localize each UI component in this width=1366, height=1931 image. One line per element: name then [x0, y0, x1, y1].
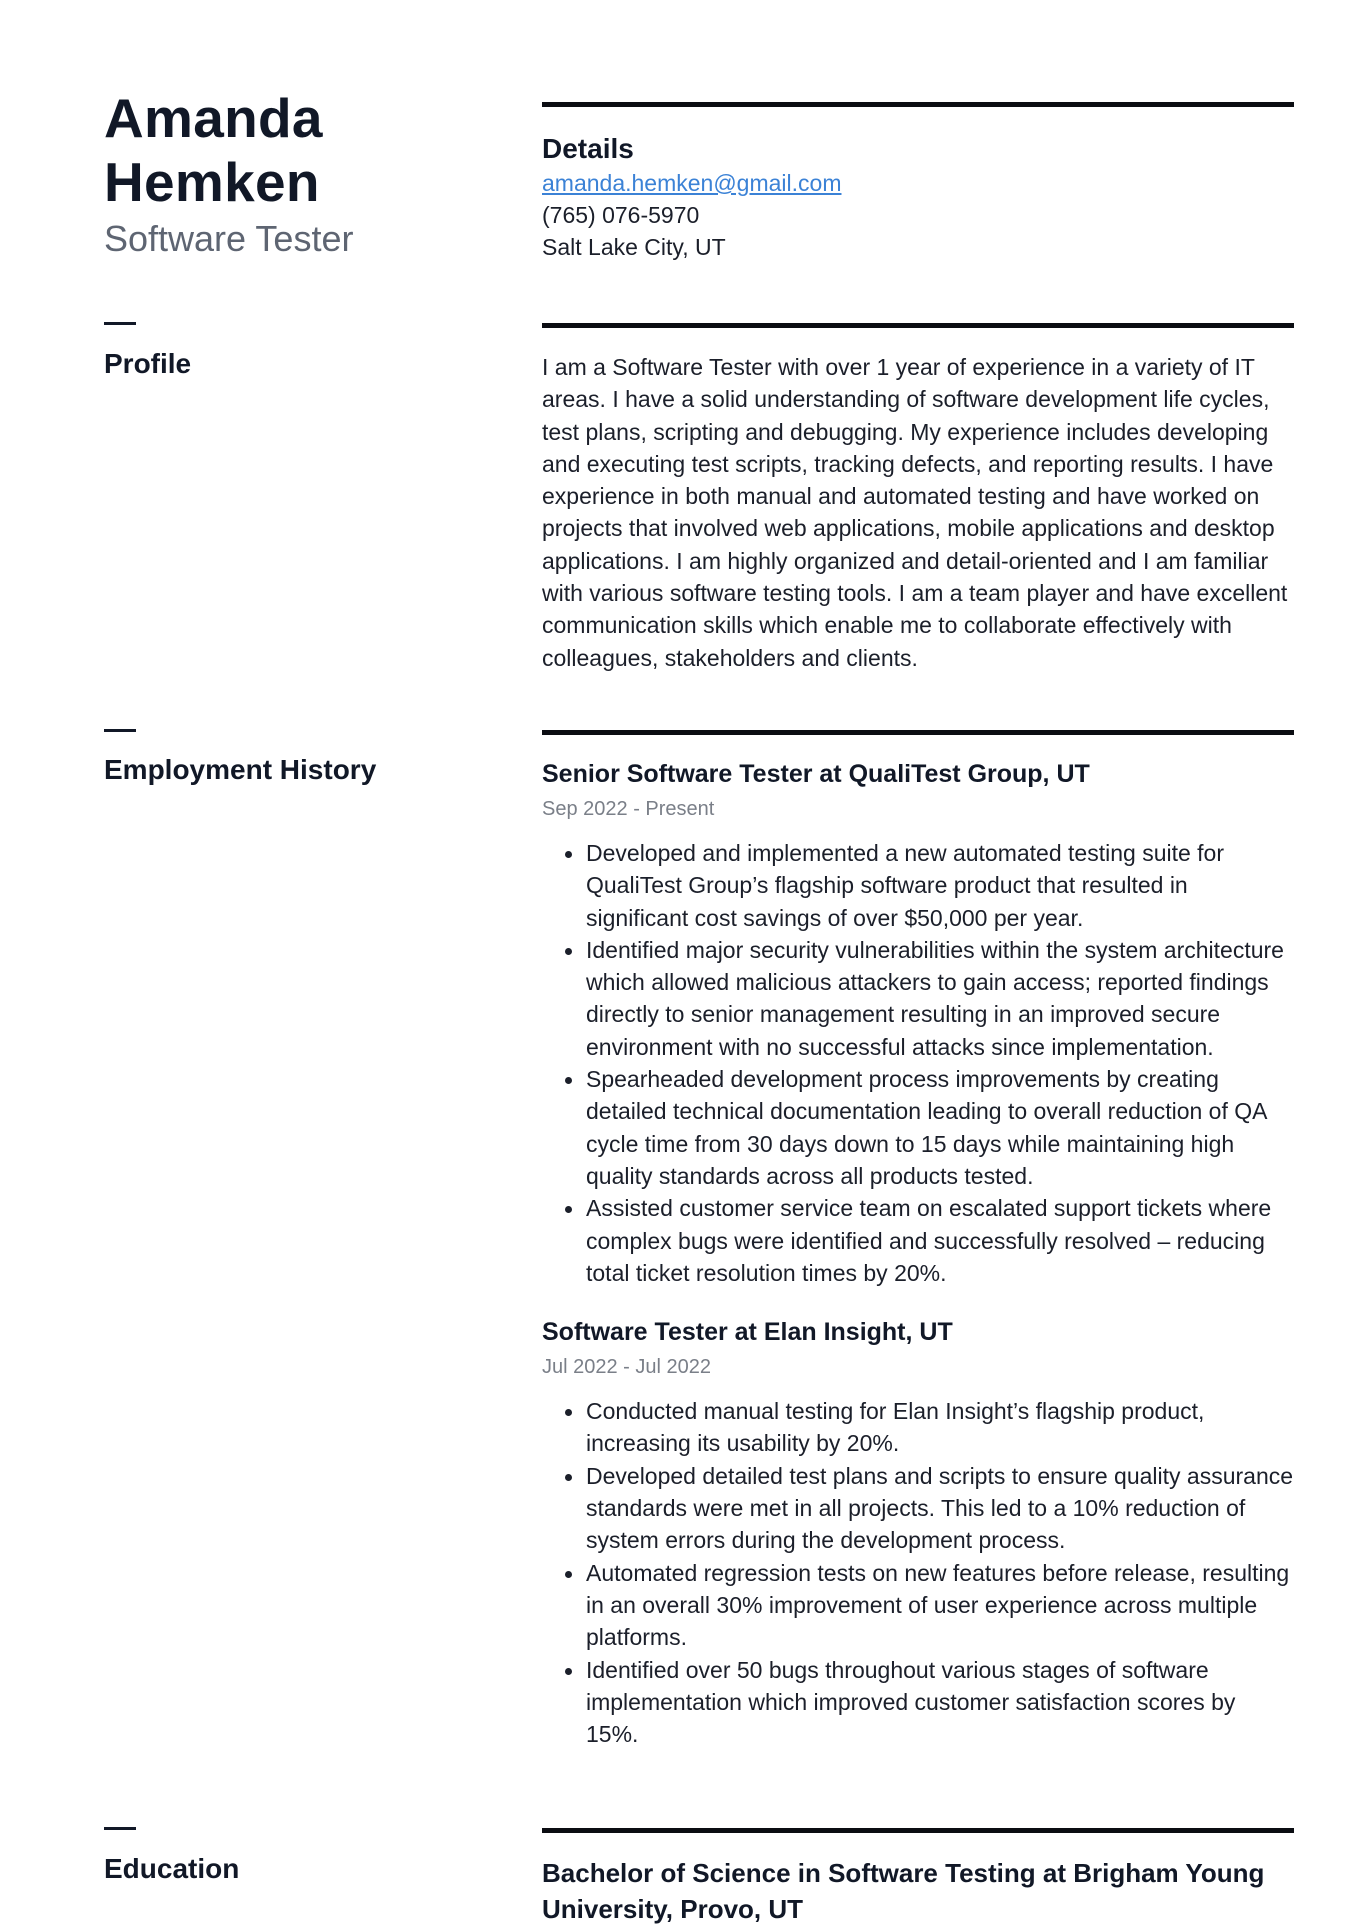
details-section: [542, 131, 1294, 263]
profile-dash: [104, 322, 136, 325]
bullet-icon: [565, 1409, 572, 1416]
job-dates: Jul 2022 - Jul 2022: [542, 1356, 712, 1379]
job-title: Senior Software Tester at QualiTest Group, UT: [542, 760, 1090, 788]
bullet-icon: [565, 1077, 572, 1084]
bullet-text: Developed and implemented a new automated testing suite for QualiTest Group’s flagship software product that resulted in significant cost savings of over $50,000 per year.: [586, 840, 1225, 931]
email-line: [542, 167, 1294, 199]
candidate-name: [104, 86, 484, 214]
email-link[interactable]: amanda.hemken@gmail.com: [542, 170, 842, 196]
location: Salt Lake City, UT: [542, 234, 726, 260]
education-label: Education: [104, 1853, 240, 1884]
phone-number: (765) 076-5970: [542, 202, 700, 228]
bullet-icon: [565, 1206, 572, 1213]
job-bullet: [542, 1395, 1294, 1460]
bullet-text: Developed detailed test plans and scripts to ensure quality assurance standards were met in all projects. This led to a 10% reduction of system errors during the development process.: [586, 1462, 1294, 1554]
details-heading: Details: [542, 133, 634, 164]
bullet-icon: [565, 851, 572, 858]
job-bullet: [542, 1654, 1294, 1751]
employment-label: Employment History: [104, 754, 377, 785]
job-bullet: [542, 837, 1294, 934]
bullet-text: Identified over 50 bugs throughout various stages of software implementation which improved customer satisfaction scores by 15%.: [586, 1656, 1236, 1748]
last-name: Hemken: [104, 151, 320, 213]
bullet-text: Identified major security vulnerabilities within the system architecture which allowed malicious attackers to gain access; reported findings directly to senior management resulting in an improved secure environment with no successful attacks since implementation.: [586, 936, 1284, 1060]
job-bullet: [542, 1192, 1294, 1289]
job-bullet: [542, 1063, 1294, 1192]
job-bullet: [542, 1557, 1294, 1654]
profile-label: Profile: [104, 348, 192, 379]
bullet-icon: [565, 1571, 572, 1578]
bullet-text: Conducted manual testing for Elan Insight’s flagship product, increasing its usability by 20%.: [586, 1398, 1205, 1457]
job-entry: [542, 1315, 1294, 1750]
candidate-job-title: Software Tester: [104, 218, 354, 259]
bullet-text: Spearheaded development process improvements by creating detailed technical documentation leading to overall reduction of QA cycle time from 30 days down to 15 days while maintaining high quality standards across all products tested.: [586, 1066, 1267, 1189]
profile-text: I am a Software Tester with over 1 year of experience in a variety of IT areas. I have a solid understanding of software development life cycles, test plans, scripting and debugging. My experience includes developing and executing test scripts, tracking defects, and reporting results. I have experience in both manual and automated testing and have worked on projects that involved web applications, mobile applications and desktop applications. I am highly organized and detail-oriented and I am familiar with various software testing tools. I am a team player and have excellent communication skills which enable me to collaborate effectively with colleagues, stakeholders and clients.: [542, 354, 1288, 671]
employment-divider: [542, 730, 1294, 735]
profile-divider: [542, 323, 1294, 328]
job-dates: Sep 2022 - Present: [542, 798, 715, 820]
first-name: Amanda: [104, 87, 323, 149]
employment-dash: [104, 729, 136, 732]
bullet-icon: [565, 948, 572, 955]
job-bullet: [542, 1460, 1294, 1557]
job-title: Software Tester at Elan Insight, UT: [542, 1318, 953, 1347]
bullet-text: Assisted customer service team on escalated support tickets where complex bugs were identified and successfully resolved – reducing total ticket resolution times by 20%.: [586, 1195, 1272, 1286]
job-bullets: [542, 1395, 1294, 1750]
education-dash: [104, 1827, 136, 1830]
job-bullets: [542, 837, 1294, 1289]
details-divider: [542, 102, 1294, 107]
bullet-text: Automated regression tests on new features before release, resulting in an overall 30% improvement of user experience across multiple platforms.: [586, 1559, 1290, 1651]
bullet-icon: [565, 1668, 572, 1675]
job-entry: [542, 757, 1294, 1289]
job-bullet: [542, 934, 1294, 1063]
bullet-icon: [565, 1474, 572, 1481]
education-divider: [542, 1828, 1294, 1833]
education-degree: Bachelor of Science in Software Testing at Brigham Young University, Provo, UT: [542, 1858, 1265, 1924]
employment-list: [542, 757, 1294, 1776]
